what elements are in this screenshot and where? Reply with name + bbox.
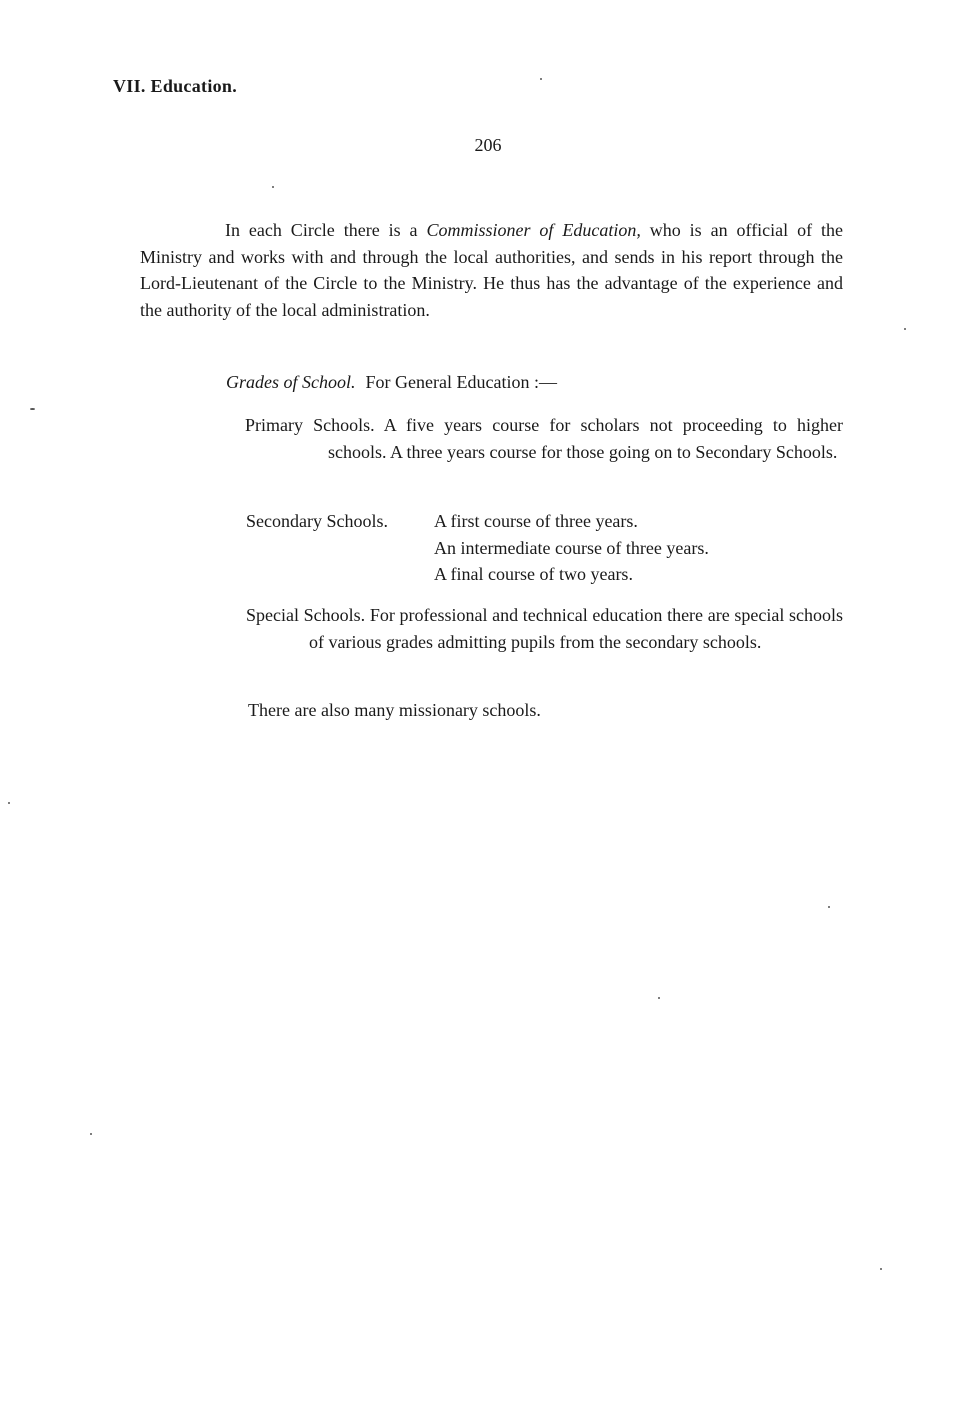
scan-speck: [8, 802, 10, 804]
secondary-schools-label: Secondary Schools.: [246, 511, 388, 531]
intro-italic-term: Commissioner of Education,: [426, 220, 641, 240]
intro-paragraph: [140, 217, 843, 323]
scan-speck: [30, 408, 35, 410]
grades-text: For General Education :—: [365, 372, 557, 392]
closing-line: There are also many missionary schools.: [248, 700, 541, 720]
secondary-schools-entry: [246, 508, 846, 588]
scan-speck: [272, 186, 274, 188]
grades-of-school-line: [226, 369, 557, 395]
scan-speck: [904, 328, 906, 330]
scan-speck: [540, 78, 542, 80]
section-header: VII. Education.: [113, 76, 238, 96]
intro-text-end: who is an official of the Ministry and works with and through the local authorities, and sends in his report through the Lord-Lieutenant of the Circle to the Ministry. He thus has the advantage of the experience and the authority of the local administration.: [140, 220, 844, 320]
scan-speck: [880, 1268, 882, 1270]
grades-label: Grades of School.: [226, 372, 356, 392]
intro-text-start: In each Circle there is a: [225, 220, 427, 240]
secondary-courses-list: [434, 508, 709, 588]
scan-speck: [828, 906, 830, 908]
primary-schools-entry: Primary Schools. A five years course for scholars not proceeding to higher schools. A three years course for those going on to Secondary Schools.: [245, 415, 843, 462]
special-schools-entry: Special Schools. For professional and technical education there are special schools of various grades admitting pupils from the secondary schools.: [246, 605, 843, 652]
secondary-course-item: A first course of three years.: [434, 511, 638, 531]
secondary-course-item: A final course of two years.: [434, 564, 633, 584]
scan-speck: [658, 997, 660, 999]
secondary-course-item: An intermediate course of three years.: [434, 537, 709, 558]
page-number: 206: [474, 135, 502, 155]
scan-speck: [90, 1133, 92, 1135]
